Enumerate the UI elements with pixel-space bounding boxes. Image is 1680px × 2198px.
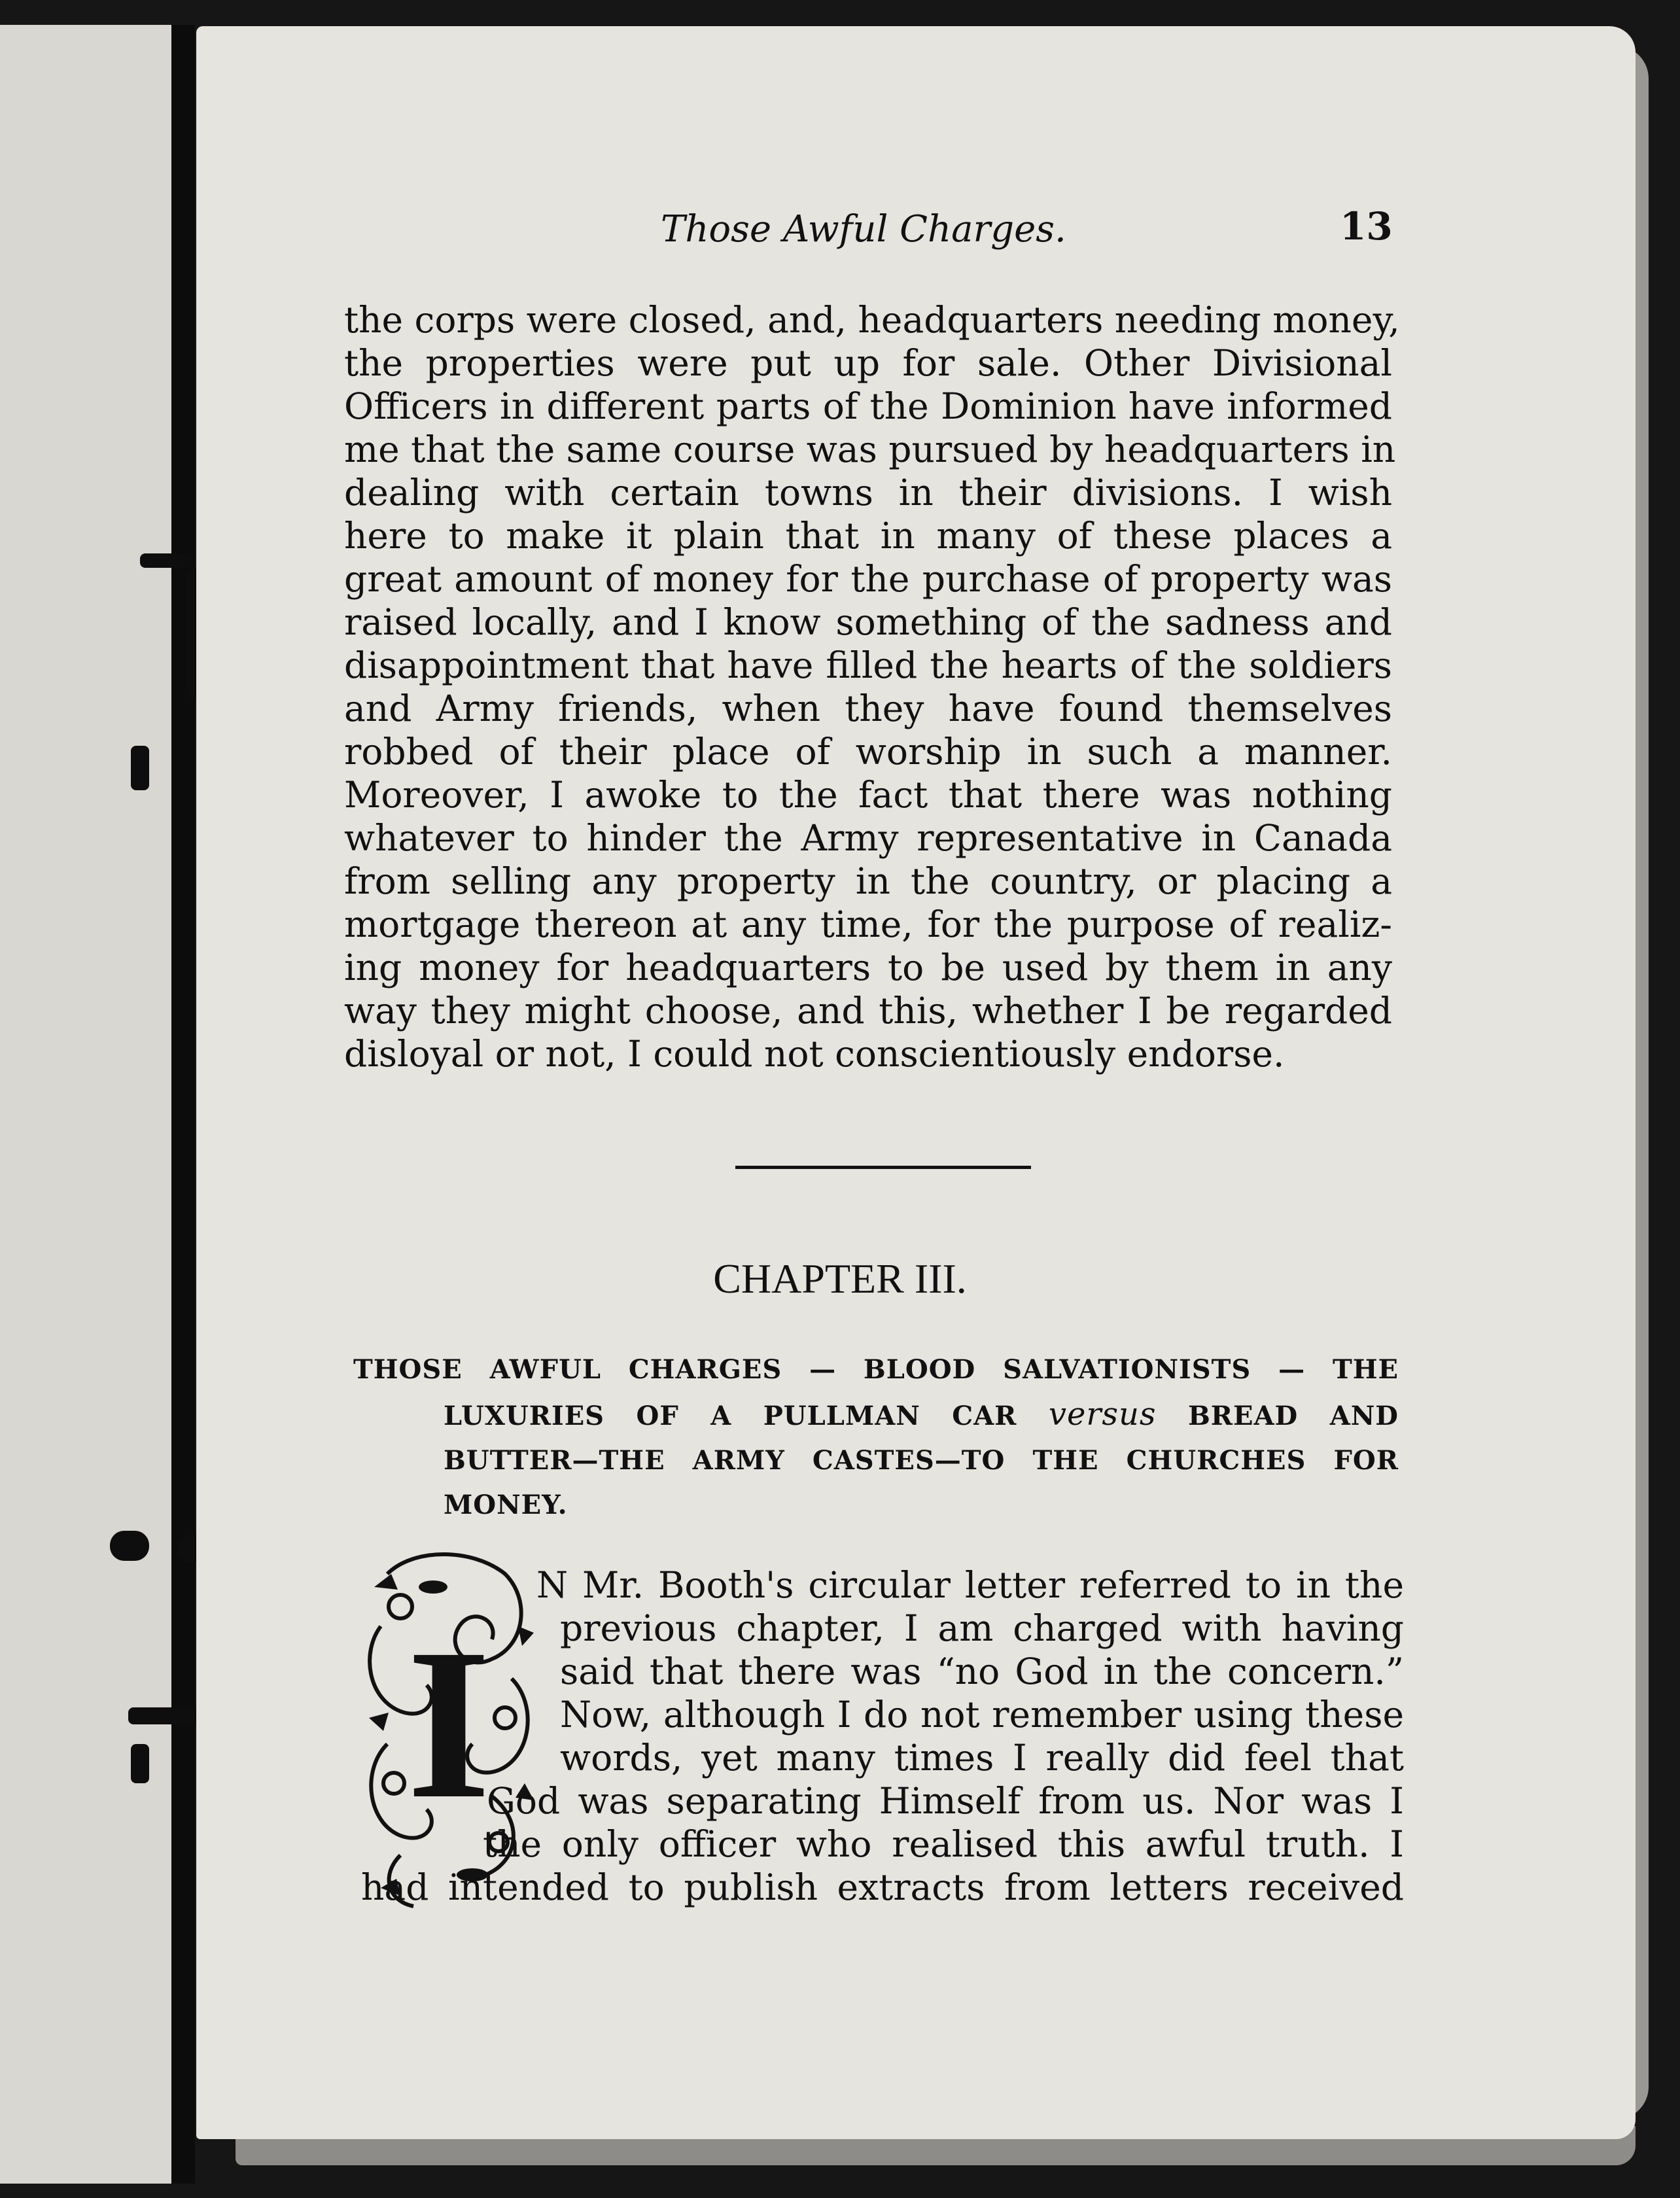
text-line: ing money for headquarters to be used by them in any <box>344 947 1392 988</box>
synopsis-line: THOSE AWFUL CHARGES — BLOOD SALVATIONISTS — THE <box>353 1354 1399 1385</box>
drop-cap-letter: I <box>406 1605 491 1843</box>
binding-thread-mark <box>131 1744 149 1783</box>
text-line: Moreover, I awoke to the fact that there was nothing <box>344 774 1392 816</box>
synopsis-line: MONEY. <box>444 1490 568 1520</box>
chapter-title: CHAPTER III. <box>713 1255 967 1302</box>
text-line: God was separating Himself from us. Nor was I <box>487 1780 1404 1822</box>
text-line: said that there was “no God in the concern.” <box>560 1650 1404 1692</box>
text-line: great amount of money for the purchase of property was <box>344 558 1392 600</box>
text-line: N Mr. Booth's circular letter referred to in the <box>536 1564 1404 1606</box>
text-line: the only officer who realised this awful truth. I <box>483 1823 1404 1865</box>
running-head-title: Those Awful Charges. <box>661 208 1066 251</box>
section-divider-rule <box>735 1166 1031 1169</box>
binding-thread-mark <box>128 1707 207 1724</box>
text-line: disloyal or not, I could not conscientiously endorse. <box>344 1033 1285 1075</box>
continued-paragraph <box>344 298 1400 1075</box>
text-line: and Army friends, when they have found themselves <box>344 688 1392 729</box>
text-line: dealing with certain towns in their divisions. I wish <box>344 472 1392 514</box>
text-line: previous chapter, I am charged with having <box>560 1607 1404 1649</box>
text-line: here to make it plain that in many of these places a <box>344 515 1392 557</box>
text-line: Now, although I do not remember using these <box>560 1694 1404 1736</box>
left-page-edge <box>0 25 171 2184</box>
text-line: had intended to publish extracts from letters received <box>361 1866 1404 1908</box>
text-line: the properties were put up for sale. Other Divisional <box>344 342 1392 384</box>
text-line: the corps were closed, and, headquarters needing money, <box>344 299 1400 341</box>
synopsis-text: LUXURIES OF A PULLMAN CAR <box>444 1401 1017 1431</box>
binding-thread-mark <box>110 1531 149 1561</box>
synopsis-line: BUTTER—THE ARMY CASTES—TO THE CHURCHES FOR <box>444 1445 1399 1476</box>
text-line: Officers in different parts of the Dominion have informed <box>344 385 1392 427</box>
chapter-synopsis <box>353 1348 1399 1527</box>
book-binding <box>171 25 195 2184</box>
synopsis-line <box>353 1392 1399 1439</box>
binding-thread-mark <box>140 553 192 568</box>
synopsis-versus: versus <box>1048 1396 1157 1433</box>
text-line: words, yet many times I really did feel that <box>560 1737 1404 1779</box>
text-line: whatever to hinder the Army representative in Canada <box>344 817 1392 859</box>
text-line: way they might choose, and this, whether I be regarded <box>344 990 1392 1032</box>
binding-thread-mark <box>131 746 149 790</box>
text-line: raised locally, and I know something of the sadness and <box>344 601 1392 643</box>
synopsis-text: BREAD AND <box>1187 1401 1399 1431</box>
text-line: disappointment that have filled the hearts of the soldiers <box>344 644 1392 686</box>
page-number: 13 <box>1340 204 1393 249</box>
text-line: mortgage thereon at any time, for the purpose of realiz- <box>344 903 1392 945</box>
text-line: from selling any property in the country, or placing a <box>344 860 1392 902</box>
text-line: robbed of their place of worship in such a manner. <box>344 731 1392 773</box>
text-line: me that the same course was pursued by headquarters in <box>344 428 1396 470</box>
